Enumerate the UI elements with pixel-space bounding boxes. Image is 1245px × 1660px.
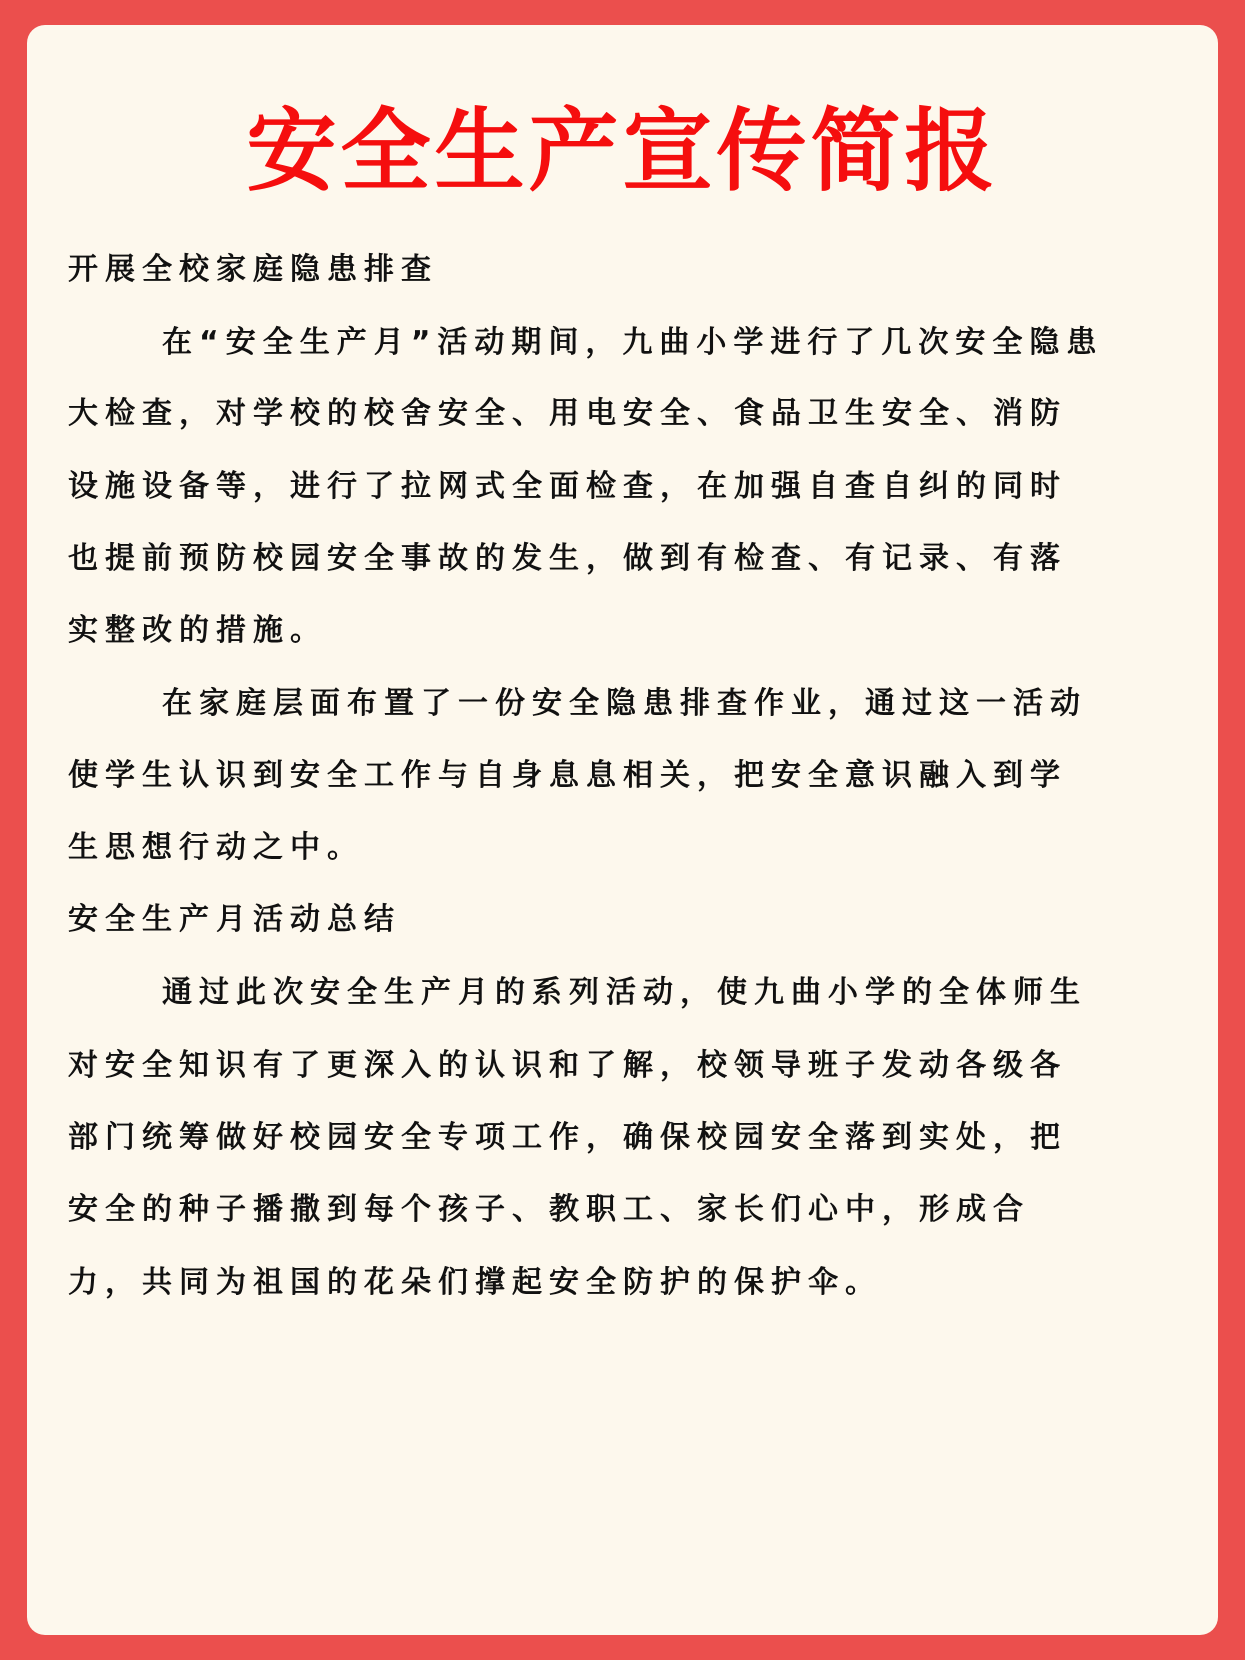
paragraph-line: 大检查，对学校的校舍安全、用电安全、食品卫生安全、消防 [68,396,1067,431]
paragraph-line: 安全的种子播撒到每个孩子、教职工、家长们心中，形成合 [68,1192,1030,1227]
paragraph-line: 在“安全生产月”活动期间，九曲小学进行了几次安全隐患 [162,325,1104,360]
paragraph-line: 生思想行动之中。 [68,830,364,865]
paragraph-line: 在家庭层面布置了一份安全隐患排查作业，通过这一活动 [162,686,1087,721]
paragraph-line: 力，共同为祖国的花朵们撑起安全防护的保护伞。 [68,1265,882,1300]
section-heading: 安全生产月活动总结 [68,902,401,937]
paragraph-line: 对安全知识有了更深入的认识和了解，校领导班子发动各级各 [68,1048,1067,1083]
paragraph-line: 部门统筹做好校园安全专项工作，确保校园安全落到实处，把 [68,1120,1067,1155]
page-title: 安全生产宣传简报 [246,99,999,204]
paragraph-line: 也提前预防校园安全事故的发生，做到有检查、有记录、有落 [68,541,1067,576]
paragraph-line: 使学生认识到安全工作与自身息息相关，把安全意识融入到学 [68,758,1067,793]
paragraph-line: 实整改的措施。 [68,613,327,648]
paragraph-line: 通过此次安全生产月的系列活动，使九曲小学的全体师生 [162,975,1087,1010]
section-heading: 开展全校家庭隐患排查 [68,252,438,287]
paragraph-line: 设施设备等，进行了拉网式全面检查，在加强自查自纠的同时 [68,469,1067,504]
